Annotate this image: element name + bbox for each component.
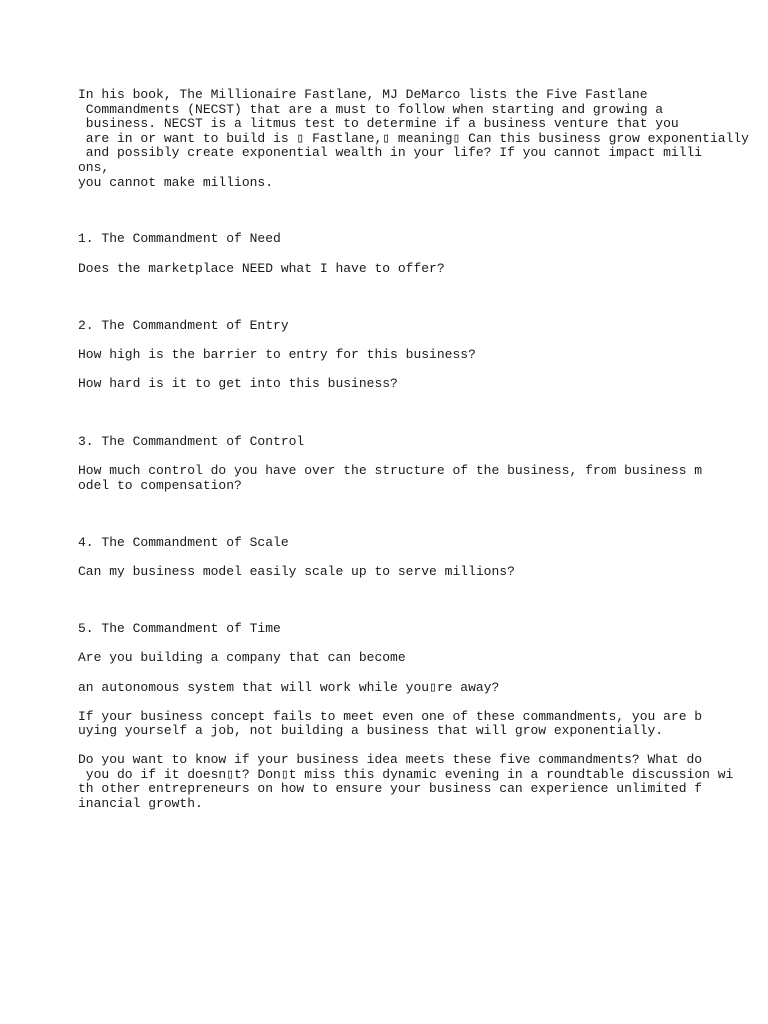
intro-line: you cannot make millions. bbox=[78, 175, 274, 190]
commandment-text: How much control do you have over the structure of the business, from business m bbox=[78, 463, 703, 478]
intro-line: business. NECST is a litmus test to determine if a business venture that you bbox=[78, 116, 679, 131]
closing-line: you do if it doesn▯t? Don▯t miss this dynamic evening in a roundtable discussion wi bbox=[78, 767, 734, 782]
commandment-heading: 3. The Commandment of Control bbox=[78, 434, 305, 449]
commandment-text: How hard is it to get into this business? bbox=[78, 376, 398, 391]
closing-line: th other entrepreneurs on how to ensure your business can experience unlimited f bbox=[78, 781, 703, 796]
closing-line: Do you want to know if your business idea meets these five commandments? What do bbox=[78, 752, 703, 767]
commandment-text: an autonomous system that will work while you▯re away? bbox=[78, 680, 500, 695]
commandment-heading: 2. The Commandment of Entry bbox=[78, 318, 289, 333]
commandment-text: How high is the barrier to entry for this business? bbox=[78, 347, 476, 362]
commandment-text: Does the marketplace NEED what I have to offer? bbox=[78, 261, 445, 276]
commandment-heading: 4. The Commandment of Scale bbox=[78, 535, 289, 550]
commandment-text: Are you building a company that can become bbox=[78, 650, 406, 665]
intro-line: ons, bbox=[78, 160, 110, 175]
intro-line: are in or want to build is ▯ Fastlane,▯ meaning▯ Can this business grow exponentially bbox=[78, 131, 749, 146]
closing-line: inancial growth. bbox=[78, 796, 203, 811]
intro-line: and possibly create exponential wealth in your life? If you cannot impact milli bbox=[78, 145, 703, 160]
commandment-heading: 1. The Commandment of Need bbox=[78, 231, 281, 246]
commandment-text: Can my business model easily scale up to serve millions? bbox=[78, 564, 515, 579]
intro-line: Commandments (NECST) that are a must to follow when starting and growing a bbox=[78, 102, 664, 117]
commandment-heading: 5. The Commandment of Time bbox=[78, 621, 281, 636]
closing-line: uying yourself a job, not building a business that will grow exponentially. bbox=[78, 723, 664, 738]
commandment-text: odel to compensation? bbox=[78, 478, 242, 493]
closing-line: If your business concept fails to meet even one of these commandments, you are b bbox=[78, 709, 703, 724]
intro-line: In his book, The Millionaire Fastlane, MJ DeMarco lists the Five Fastlane bbox=[78, 87, 648, 102]
